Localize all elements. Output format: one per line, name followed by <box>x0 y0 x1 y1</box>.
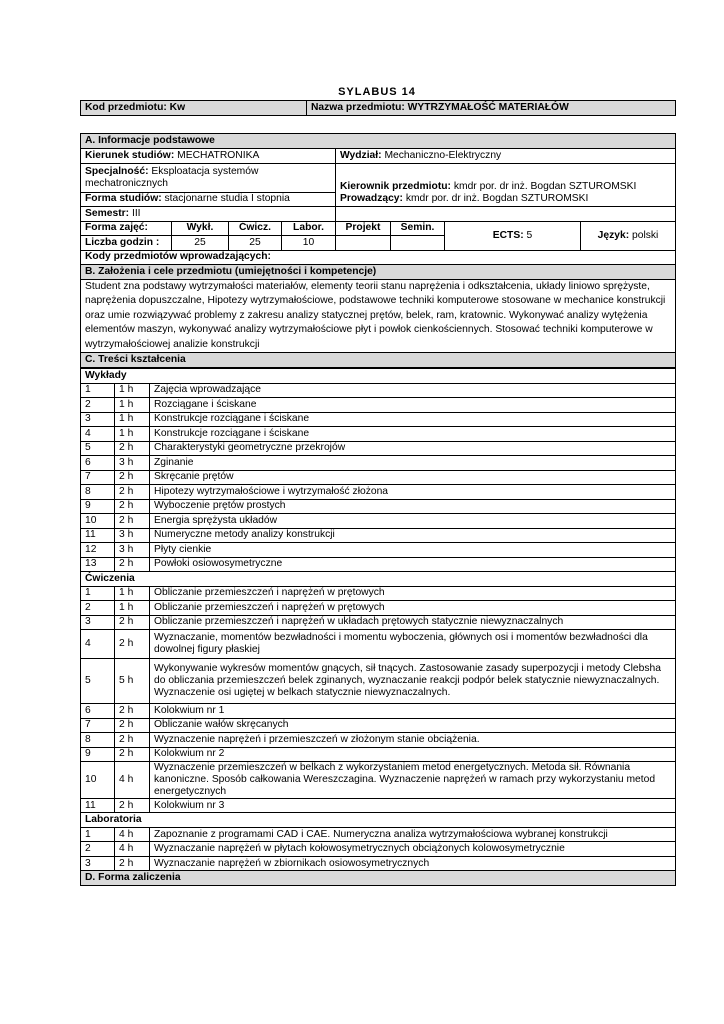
row-hours: 2 h <box>115 630 150 659</box>
exercise-row <box>81 615 676 630</box>
hours-project <box>336 236 391 251</box>
exercise-row <box>81 586 676 601</box>
row-number: 8 <box>81 485 115 500</box>
prerequisite-codes: Kody przedmiotów wprowadzających: <box>81 250 676 265</box>
row-number: 11 <box>81 528 115 543</box>
row-hours: 2 h <box>115 856 150 871</box>
row-hours: 3 h <box>115 528 150 543</box>
document-title: SYLABUS 14 <box>338 86 416 98</box>
exercise-row <box>81 704 676 719</box>
row-hours: 4 h <box>115 762 150 799</box>
lectures-heading: Wykłady <box>81 369 676 384</box>
course-managers <box>336 163 676 207</box>
row-topic: Obliczanie przemieszczeń i naprężeń w prętowych <box>150 586 676 601</box>
semester: Semestr: III <box>81 207 336 222</box>
row-topic: Konstrukcje rozciągane i ściskane <box>150 427 676 442</box>
row-topic: Obliczanie przemieszczeń i naprężeń w prętowych <box>150 601 676 616</box>
row-number: 4 <box>81 630 115 659</box>
lab-row <box>81 842 676 857</box>
row-hours: 4 h <box>115 842 150 857</box>
row-topic: Wyboczenie prętów prostych <box>150 499 676 514</box>
row-number: 9 <box>81 499 115 514</box>
row-number: 7 <box>81 718 115 733</box>
row-hours: 2 h <box>115 557 150 572</box>
row-topic: Kolokwium nr 1 <box>150 704 676 719</box>
row-hours: 2 h <box>115 798 150 813</box>
row-topic: Wyznaczanie naprężeń w płytach kołowosymetrycznych obciążonych kolowosymetrycznie <box>150 842 676 857</box>
lecture-row <box>81 456 676 471</box>
hours-exercises: 25 <box>229 236 282 251</box>
exercise-row <box>81 733 676 748</box>
lab-row <box>81 856 676 871</box>
row-number: 2 <box>81 601 115 616</box>
row-number: 8 <box>81 733 115 748</box>
ects: ECTS: 5 <box>445 221 581 250</box>
course-name: Nazwa przedmiotu: WYTRZYMAŁOŚĆ MATERIAŁÓW <box>307 101 676 116</box>
row-number: 10 <box>81 514 115 529</box>
row-number: 2 <box>81 398 115 413</box>
hours-seminar <box>391 236 445 251</box>
labs-heading: Laboratoria <box>81 813 676 828</box>
row-topic: Obliczanie wałów skręcanych <box>150 718 676 733</box>
row-topic: Numeryczne metody analizy konstrukcji <box>150 528 676 543</box>
row-hours: 2 h <box>115 733 150 748</box>
course-manager: Kierownik przedmiotu: kmdr por. dr inż. Bogdan SZTUROMSKI <box>340 181 637 193</box>
lab-row <box>81 827 676 842</box>
lecture-row <box>81 470 676 485</box>
row-hours: 2 h <box>115 718 150 733</box>
lecture-row <box>81 557 676 572</box>
row-number: 7 <box>81 470 115 485</box>
lecture-row <box>81 528 676 543</box>
row-hours: 1 h <box>115 601 150 616</box>
lecture-row <box>81 383 676 398</box>
row-hours: 5 h <box>115 659 150 704</box>
row-number: 3 <box>81 615 115 630</box>
row-number: 12 <box>81 543 115 558</box>
row-number: 3 <box>81 412 115 427</box>
row-hours: 2 h <box>115 470 150 485</box>
row-number: 5 <box>81 441 115 456</box>
col-seminar: Semin. <box>391 221 445 236</box>
row-number: 5 <box>81 659 115 704</box>
row-number: 1 <box>81 827 115 842</box>
row-hours: 3 h <box>115 456 150 471</box>
row-number: 2 <box>81 842 115 857</box>
hours-labs: 10 <box>282 236 336 251</box>
row-number: 1 <box>81 586 115 601</box>
exercises-heading: Ćwiczenia <box>81 572 676 587</box>
exercise-row <box>81 762 676 799</box>
lecture-row <box>81 543 676 558</box>
lecture-row <box>81 485 676 500</box>
faculty: Wydział: Mechaniczno-Elektryczny <box>336 149 676 164</box>
exercise-row <box>81 630 676 659</box>
exercise-row <box>81 601 676 616</box>
row-hours: 2 h <box>115 441 150 456</box>
row-hours: 1 h <box>115 412 150 427</box>
lecture-row <box>81 427 676 442</box>
row-topic: Hipotezy wytrzymałościowe i wytrzymałość złożona <box>150 485 676 500</box>
row-hours: 2 h <box>115 747 150 762</box>
col-exercises: Ćwicz. <box>229 221 282 236</box>
row-hours: 1 h <box>115 586 150 601</box>
course-instructor: Prowadzący: kmdr por. dr inż. Bogdan SZTUROMSKI <box>340 193 589 205</box>
specialization: Specjalność: Eksploatacja systemów mechatronicznych <box>81 163 336 192</box>
lecture-row <box>81 441 676 456</box>
row-number: 10 <box>81 762 115 799</box>
row-hours: 2 h <box>115 485 150 500</box>
lecture-row <box>81 499 676 514</box>
row-number: 11 <box>81 798 115 813</box>
row-topic: Zapoznanie z programami CAD i CAE. Numeryczna analiza wytrzymałościowa wybranej konstrukcji <box>150 827 676 842</box>
row-topic: Wykonywanie wykresów momentów gnących, sił tnących. Zastosowanie zasady superpozycji i metody Clebsha do obliczania przemieszczeń belek zginanych, wyznaczanie reakcji podpór belek statycznie niewyznaczalnych. Wyznaczenie osi ugiętej w belkach statycznie niewyznaczalnych. <box>150 659 676 704</box>
row-hours: 2 h <box>115 514 150 529</box>
row-number: 13 <box>81 557 115 572</box>
course-code: Kod przedmiotu: Kw <box>81 101 307 116</box>
row-topic: Obliczanie przemieszczeń i naprężeń w układach prętowych statycznie niewyznaczalnych <box>150 615 676 630</box>
study-form: Forma studiów: stacjonarne studia I stopnia <box>81 192 336 207</box>
exercise-row <box>81 798 676 813</box>
row-topic: Kolokwium nr 3 <box>150 798 676 813</box>
row-topic: Kolokwium nr 2 <box>150 747 676 762</box>
section-b-title: B. Założenia i cele przedmiotu (umiejętności i kompetencje) <box>81 265 676 280</box>
row-topic: Skręcanie prętów <box>150 470 676 485</box>
row-number: 6 <box>81 704 115 719</box>
section-a-table <box>80 133 676 368</box>
row-topic: Zajęcia wprowadzające <box>150 383 676 398</box>
lecture-row <box>81 398 676 413</box>
content-table <box>80 368 676 886</box>
field-of-study: Kierunek studiów: MECHATRONIKA <box>81 149 336 164</box>
hours-label: Liczba godzin : <box>81 236 172 251</box>
row-topic: Energia sprężysta układów <box>150 514 676 529</box>
lecture-row <box>81 514 676 529</box>
row-hours: 2 h <box>115 499 150 514</box>
exercise-row <box>81 718 676 733</box>
row-topic: Powłoki osiowosymetryczne <box>150 557 676 572</box>
section-b-text: Student zna podstawy wytrzymałości materiałów, elementy teorii stanu naprężenia i odkształcenia, układy liniowo sprężyste, naprężenia dopuszczalne, Hipotezy wytrzymałościowe, podstawowe techniki komputerowe stosowane w mechanice konstrukcji oraz umie rozwiązywać problemy z zakresu analizy statycznej prętów, belek, ram, kratownic. Wykonywać analizy wytężenia elementów maszyn, wykonywać analizy wytrzymałościowe płyt i powłok cienkościennych. Stosować techniki komputerowe w wytrzymałościowej analizie konstrukcji <box>81 280 676 353</box>
row-number: 3 <box>81 856 115 871</box>
row-number: 4 <box>81 427 115 442</box>
course-header-table <box>80 100 676 116</box>
section-a-title: A. Informacje podstawowe <box>81 134 676 149</box>
exercise-row <box>81 747 676 762</box>
section-c-title: C. Treści kształcenia <box>81 353 676 368</box>
exercise-row <box>81 659 676 704</box>
row-number: 1 <box>81 383 115 398</box>
row-hours: 1 h <box>115 383 150 398</box>
row-topic: Zginanie <box>150 456 676 471</box>
row-topic: Wyznaczanie naprężeń w zbiornikach osiowosymetrycznych <box>150 856 676 871</box>
syllabus-body <box>80 133 675 886</box>
row-hours: 2 h <box>115 704 150 719</box>
col-labs: Labor. <box>282 221 336 236</box>
class-form-label: Forma zajęć: <box>81 221 172 236</box>
row-number: 9 <box>81 747 115 762</box>
lecture-row <box>81 412 676 427</box>
row-hours: 2 h <box>115 615 150 630</box>
section-d-title: D. Forma zaliczenia <box>81 871 676 886</box>
row-hours: 1 h <box>115 398 150 413</box>
row-topic: Wyznaczenie naprężeń i przemieszczeń w złożonym stanie obciążenia. <box>150 733 676 748</box>
row-hours: 4 h <box>115 827 150 842</box>
language: Język: polski <box>581 221 676 250</box>
row-hours: 1 h <box>115 427 150 442</box>
row-topic: Charakterystyki geometryczne przekrojów <box>150 441 676 456</box>
row-topic: Konstrukcje rozciągane i ściskane <box>150 412 676 427</box>
row-topic: Wyznaczenie przemieszczeń w belkach z wykorzystaniem metod energetycznych. Metoda sił. Równania kanoniczne. Sposób całkowania Wereszczagina. Wyznaczenie naprężeń w ramach przy wykorzystaniu metod energetycznych <box>150 762 676 799</box>
row-topic: Płyty cienkie <box>150 543 676 558</box>
hours-lectures: 25 <box>172 236 229 251</box>
col-lectures: Wykł. <box>172 221 229 236</box>
row-number: 6 <box>81 456 115 471</box>
col-project: Projekt <box>336 221 391 236</box>
row-topic: Rozciągane i ściskane <box>150 398 676 413</box>
row-topic: Wyznaczanie, momentów bezwładności i momentu wyboczenia, głównych osi i momentów bezwładności dla dowolnej figury płaskiej <box>150 630 676 659</box>
row-hours: 3 h <box>115 543 150 558</box>
